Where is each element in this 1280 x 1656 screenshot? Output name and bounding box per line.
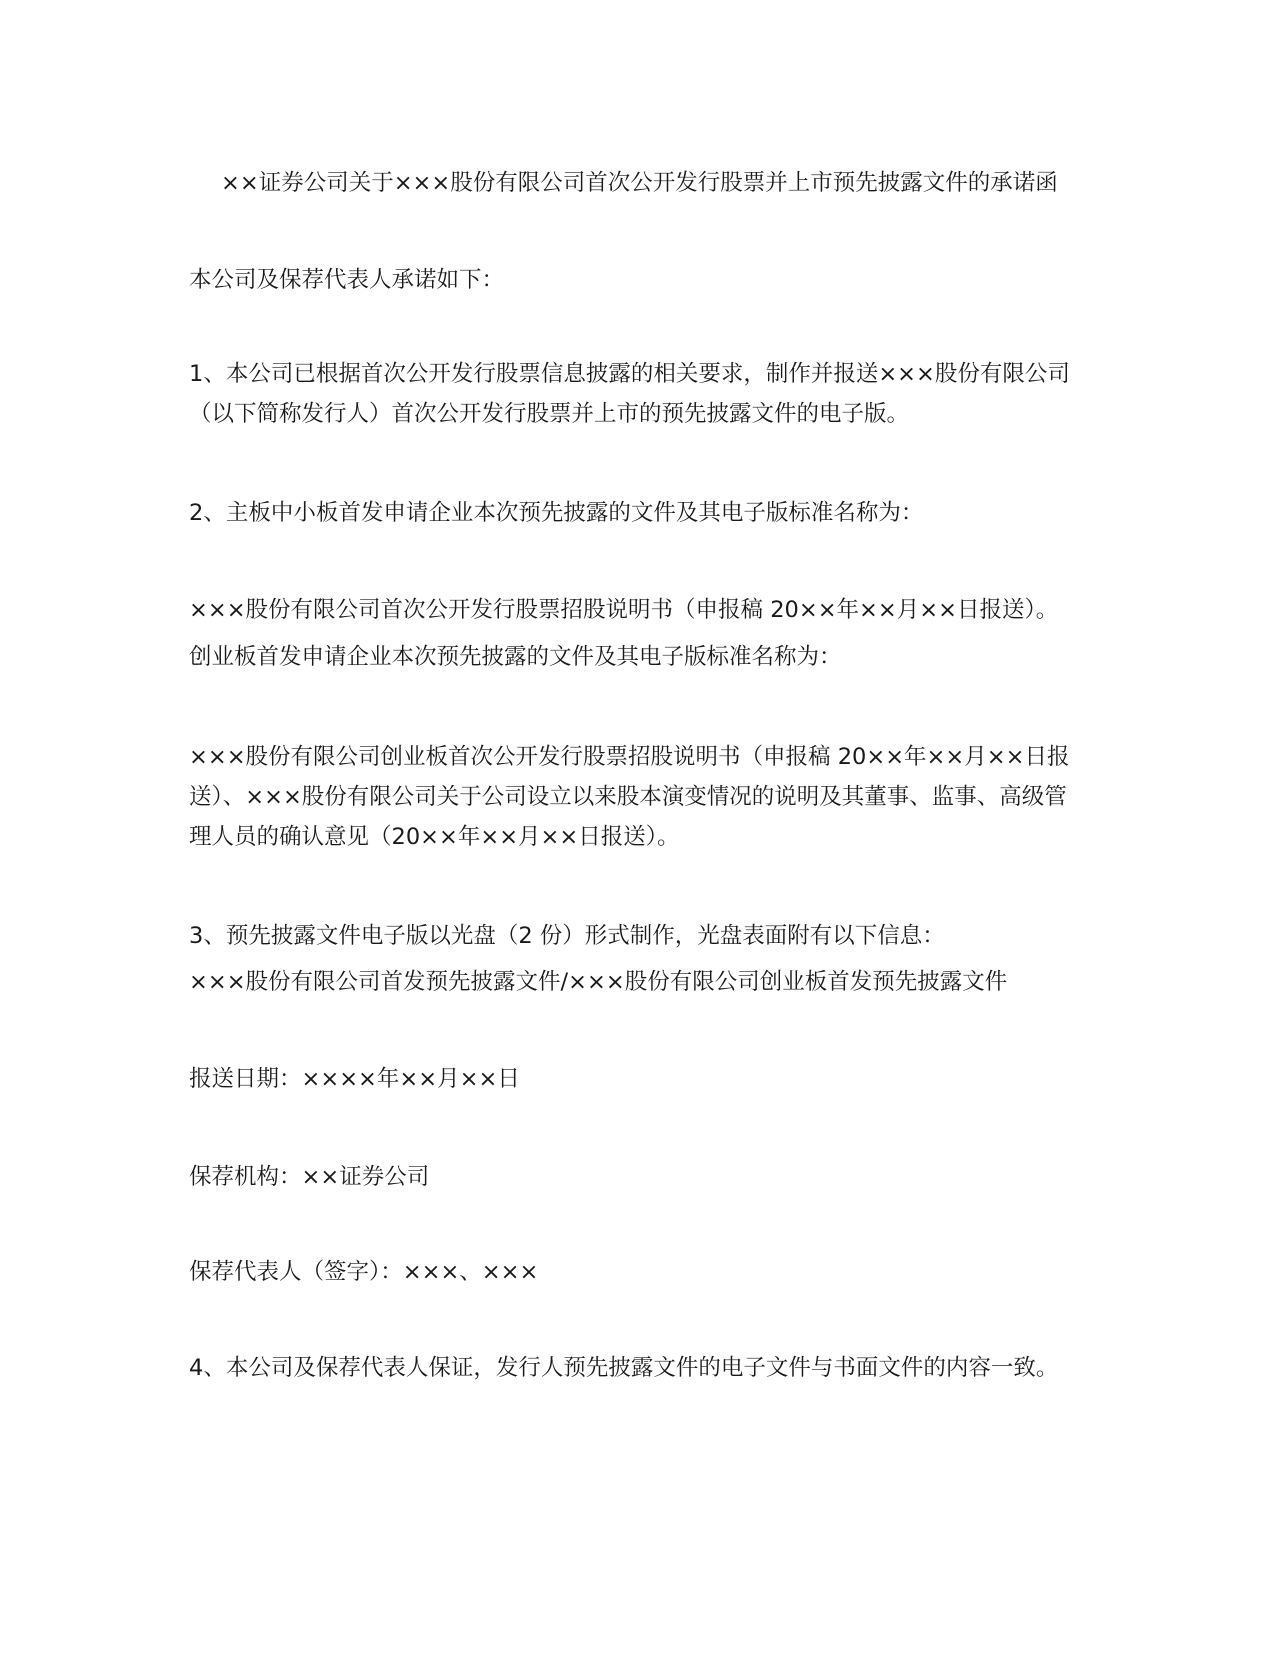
item-2-gem-doc-line-1: ×××股份有限公司创业板首次公开发行股票招股说明书（申报稿 20××年××月××日报 — [189, 744, 1070, 770]
item-2-gem-heading: 创业板首发申请企业本次预先披露的文件及其电子版标准名称为： — [189, 644, 842, 670]
item-2-heading: 2、主板中小板首发申请企业本次预先披露的文件及其电子版标准名称为： — [189, 500, 924, 526]
item-3-disc-label: ×××股份有限公司首发预先披露文件/×××股份有限公司创业板首发预先披露文件 — [189, 969, 1008, 995]
submit-date: 报送日期：××××年××月××日 — [189, 1066, 520, 1092]
intro-paragraph: 本公司及保荐代表人承诺如下： — [189, 267, 505, 293]
sponsor-representative-signature: 保荐代表人（签字）：×××、××× — [189, 1259, 539, 1285]
document-title: ××证券公司关于×××股份有限公司首次公开发行股票并上市预先披露文件的承诺函 — [221, 170, 1058, 196]
item-2-main-board-doc: ×××股份有限公司首次公开发行股票招股说明书（申报稿 20××年××月××日报送）。 — [189, 597, 1059, 623]
item-4-paragraph: 4、本公司及保荐代表人保证，发行人预先披露文件的电子文件与书面文件的内容一致。 — [189, 1355, 1059, 1381]
item-2-gem-doc-line-3: 理人员的确认意见（20××年××月××日报送）。 — [189, 824, 680, 850]
sponsor-institution: 保荐机构：××证券公司 — [189, 1164, 430, 1190]
item-1-line-1: 1、本公司已根据首次公开发行股票信息披露的相关要求，制作并报送×××股份有限公司 — [189, 361, 1070, 387]
item-2-gem-doc-line-2: 送）、×××股份有限公司关于公司设立以来股本演变情况的说明及其董事、监事、高级管 — [189, 784, 1067, 810]
item-1-line-2: （以下简称发行人）首次公开发行股票并上市的预先披露文件的电子版。 — [189, 401, 910, 427]
item-3-heading: 3、预先披露文件电子版以光盘（2 份）形式制作，光盘表面附有以下信息： — [189, 923, 945, 949]
